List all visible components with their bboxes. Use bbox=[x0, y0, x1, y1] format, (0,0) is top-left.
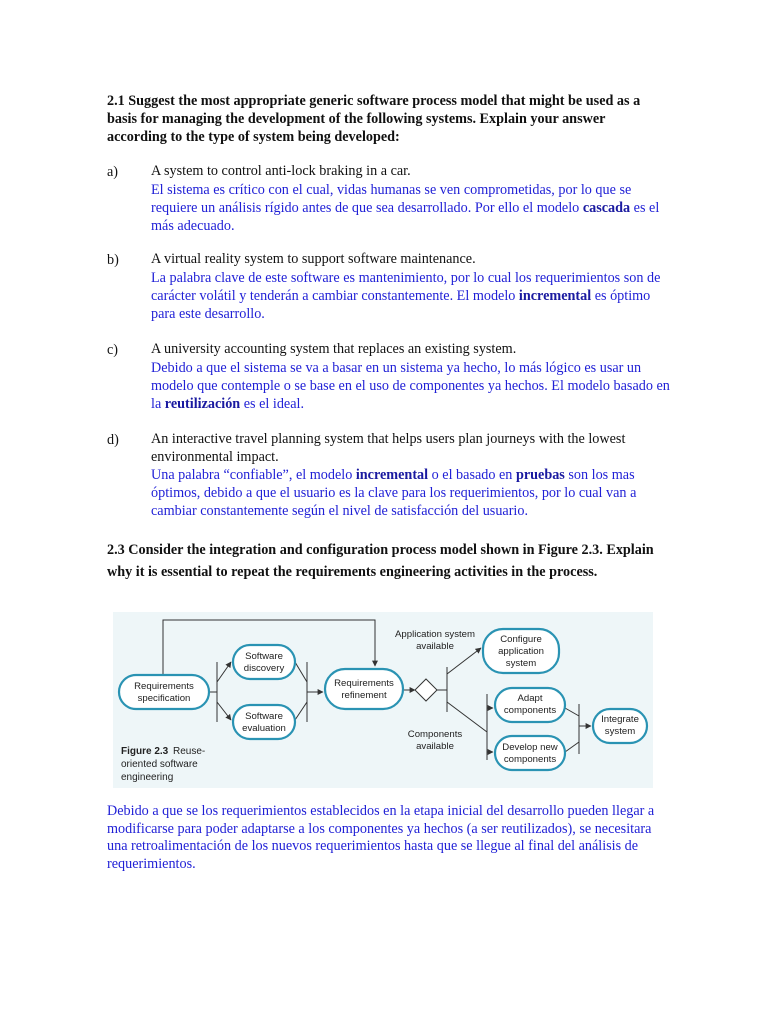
svg-text:components: components bbox=[503, 705, 557, 716]
node-integrate-system bbox=[593, 709, 647, 743]
figure-caption-line-2: oriented software bbox=[121, 759, 198, 770]
edge-from-discovery bbox=[295, 662, 307, 682]
model-incremental-d: incremental bbox=[355, 467, 429, 483]
node-adapt-components bbox=[495, 688, 565, 722]
node-requirements-refinement bbox=[325, 669, 403, 709]
item-c-letter: c) bbox=[107, 342, 119, 358]
svg-text:Configure: Configure bbox=[500, 634, 542, 645]
svg-text:Requirements: Requirements bbox=[334, 678, 394, 689]
svg-text:Adapt: Adapt bbox=[517, 693, 543, 704]
process-diagram bbox=[113, 612, 653, 788]
item-a-letter: a) bbox=[107, 164, 119, 180]
figure-caption-line-1: Reuse- bbox=[173, 746, 206, 757]
model-pruebas: pruebas bbox=[515, 467, 565, 483]
item-a-answer: El sistema es crítico con el cual, vidas humanas se ven comprometidas, por lo que se requiere un análisis rígido antes de que sea desarrollado. Por ello el modelo cascada es el más adecuado. bbox=[151, 182, 660, 234]
svg-text:Software: Software bbox=[245, 711, 283, 722]
edge-from-evaluation bbox=[295, 702, 307, 720]
item-c-question: A university accounting system that replaces an existing system. bbox=[151, 341, 517, 357]
svg-text:refinement: refinement bbox=[341, 690, 387, 701]
edge-to-discovery bbox=[217, 662, 231, 682]
item-c-answer: Debido a que el sistema se va a basar en un sistema ya hecho, lo más lógico es usar un modelo que contemple o se base en el uso de componentes ya hechos. El modelo basado en la reutilización es el ideal. bbox=[151, 360, 670, 412]
label-components-available-2: available bbox=[416, 741, 454, 752]
figure-caption-line-3: engineering bbox=[121, 772, 174, 783]
model-reutilizacion: reutilización bbox=[164, 396, 241, 412]
edge-to-components bbox=[447, 702, 487, 732]
item-b-letter: b) bbox=[107, 252, 119, 268]
question-2-3-heading: 2.3 Consider the integration and configuration process model shown in Figure 2.3. Explain why it is essential to repeat the requirements engineering activities in the process. bbox=[107, 542, 654, 580]
svg-text:application: application bbox=[498, 646, 544, 657]
label-application-system-available-2: available bbox=[416, 641, 454, 652]
node-configure-application-system bbox=[483, 629, 559, 673]
label-application-system-available: Application system bbox=[395, 629, 475, 640]
model-cascada: cascada bbox=[582, 200, 631, 216]
svg-text:components: components bbox=[503, 754, 557, 765]
svg-text:system: system bbox=[505, 658, 537, 669]
figure-2-3 bbox=[113, 612, 653, 788]
question-2-1-heading: 2.1 Suggest the most appropriate generic software process model that might be used as a basis for managing the development of the following systems. Explain your answer according to the type of system being developed: bbox=[107, 93, 641, 145]
svg-text:Requirements: Requirements bbox=[134, 681, 194, 692]
decision-diamond bbox=[415, 679, 437, 701]
node-software-discovery bbox=[233, 645, 295, 679]
item-b-question: A virtual reality system to support software maintenance. bbox=[151, 251, 476, 267]
label-components-available: Components bbox=[407, 729, 463, 740]
item-d-answer: Una palabra “confiable”, el modelo incremental o el basado en pruebas son los mas óptimos, debido a que el usuario es la clave para los requerimientos, por lo cual van a cambiar constantemente según el nivel de satisfacción del usuario. bbox=[151, 467, 637, 519]
edge-from-adapt bbox=[565, 708, 579, 716]
node-develop-new-components bbox=[495, 736, 565, 770]
edge-to-evaluation bbox=[217, 702, 231, 720]
figure-caption-title: Figure 2.3 bbox=[121, 746, 169, 757]
svg-text:evaluation: evaluation bbox=[242, 723, 286, 734]
svg-text:Develop new: Develop new bbox=[502, 742, 558, 753]
item-d-letter: d) bbox=[107, 432, 119, 448]
svg-text:Integrate: Integrate bbox=[601, 714, 639, 725]
node-requirements-specification bbox=[119, 675, 209, 709]
model-incremental: incremental bbox=[518, 288, 592, 304]
question-2-3-answer: Debido a que se los requerimientos establecidos en la etapa inicial del desarrollo pueden llegar a modificarse para poder adaptarse a los componentes ya hechos (a ser reutilizados), se necesitara una retroalimentación de los nuevos requerimientos hasta que se llegue al final del análisis de requerimientos. bbox=[107, 803, 655, 872]
svg-text:discovery: discovery bbox=[243, 663, 285, 674]
svg-text:system: system bbox=[604, 726, 636, 737]
item-d-question: An interactive travel planning system that helps users plan journeys with the lowest environmental impact. bbox=[151, 431, 626, 465]
node-software-evaluation bbox=[233, 705, 295, 739]
item-b-answer: La palabra clave de este software es mantenimiento, por lo cual los requerimientos son de carácter volátil y tenderán a cambiar constantemente. El modelo incremental es óptimo para este desarrollo. bbox=[151, 270, 661, 322]
svg-text:specification: specification bbox=[137, 693, 191, 704]
svg-text:Software: Software bbox=[245, 651, 283, 662]
item-a-question: A system to control anti-lock braking in a car. bbox=[151, 163, 411, 179]
edge-from-develop bbox=[565, 742, 579, 752]
